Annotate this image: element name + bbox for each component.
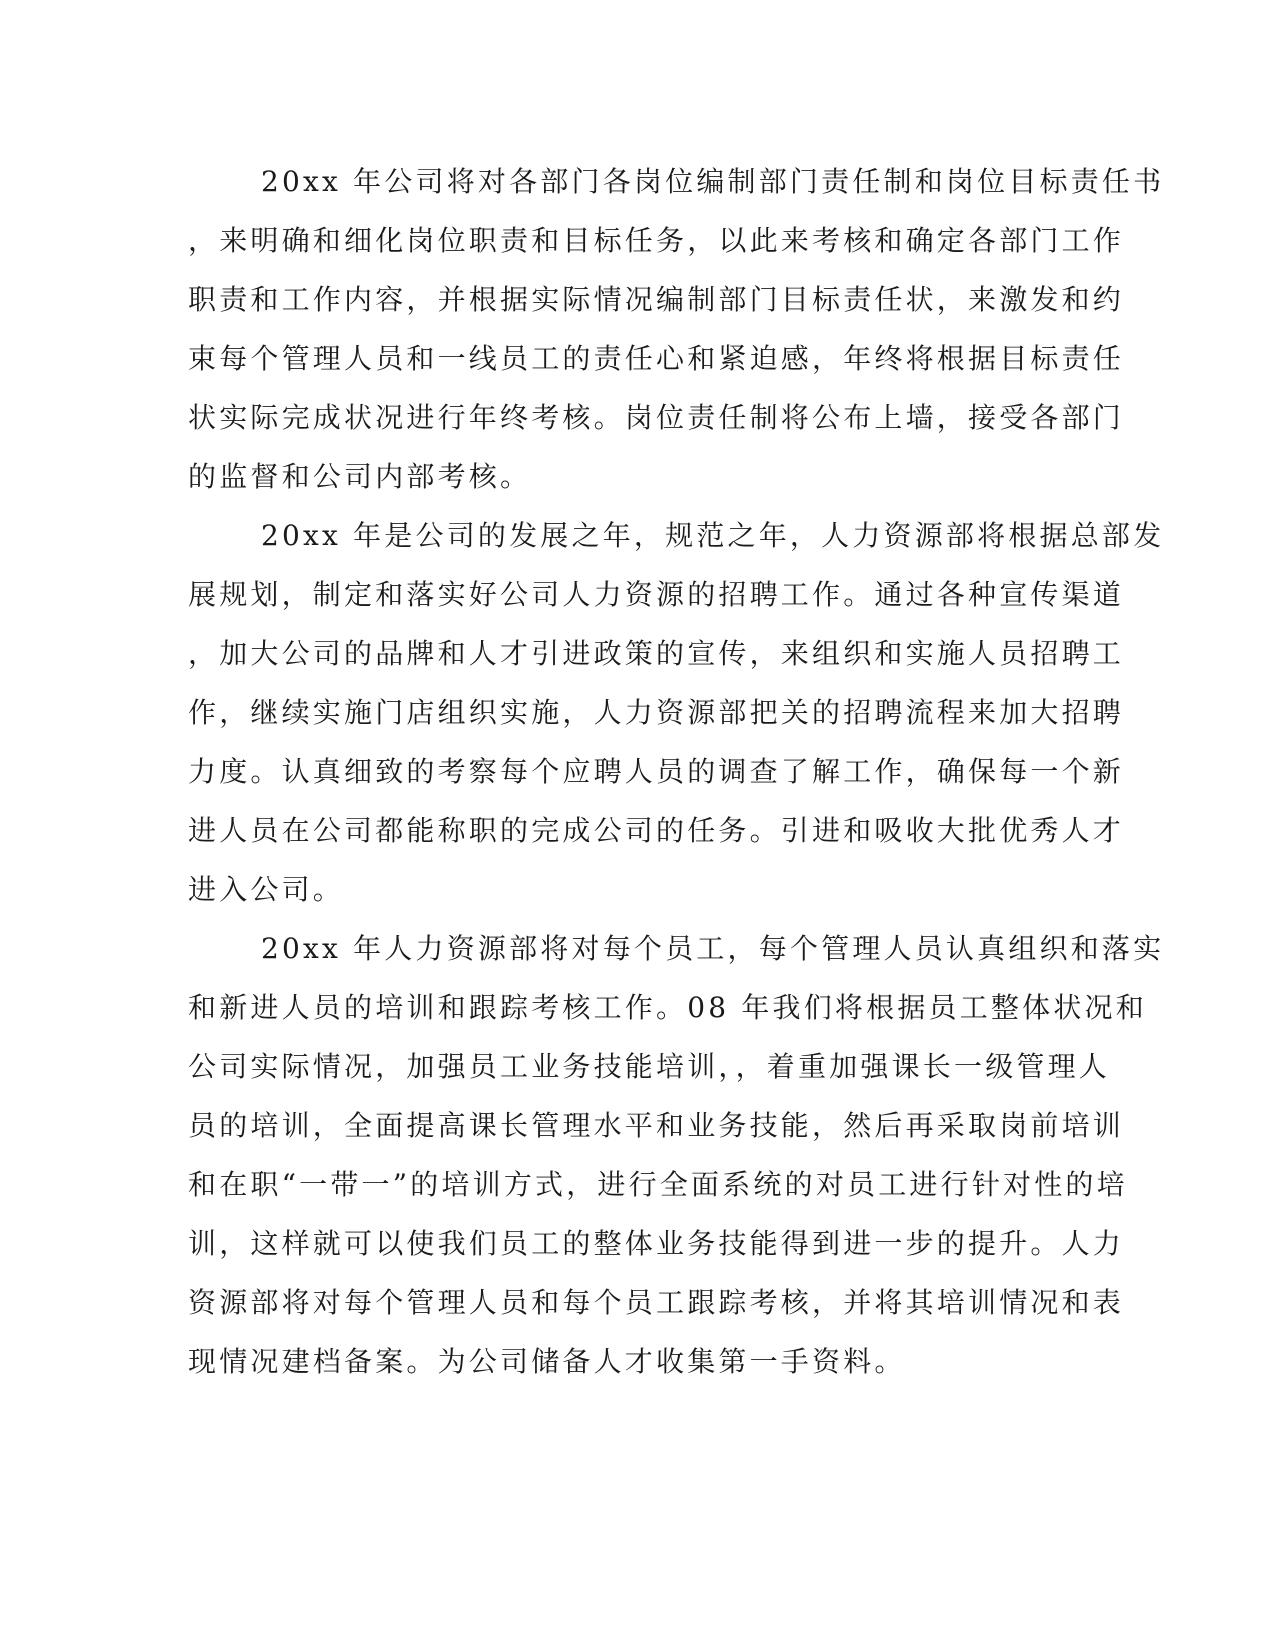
paragraph-2-line-2: 展规划，制定和落实好公司人力资源的招聘工作。通过各种宣传渠道 [188, 578, 1125, 611]
paragraph-3-line-7: 资源部将对每个管理人员和每个员工跟踪考核，并将其培训情况和表 [188, 1286, 1125, 1319]
paragraph-3-line-6: 训，这样就可以使我们员工的整体业务技能得到进一步的提升。人力 [188, 1227, 1125, 1260]
paragraph-2-line-3: ，加大公司的品牌和人才引进政策的宣传，来组织和实施人员招聘工 [188, 637, 1125, 670]
paragraph-1-line-2: ，来明确和细化岗位职责和目标任务，以此来考核和确定各部门工作 [188, 224, 1125, 257]
paragraph-2-line-4: 作，继续实施门店组织实施，人力资源部把关的招聘流程来加大招聘 [188, 696, 1125, 729]
paragraph-3-line-2: 和新进人员的培训和跟踪考核工作。08 年我们将根据员工整体状况和 [188, 991, 1147, 1024]
paragraph-1-line-5: 状实际完成状况进行年终考核。岗位责任制将公布上墙，接受各部门 [188, 401, 1125, 434]
paragraph-3-line-1: 20xx 年人力资源部将对每个员工，每个管理人员认真组织和落实 [261, 932, 1165, 965]
paragraph-3-line-4: 员的培训，全面提高课长管理水平和业务技能，然后再采取岗前培训 [188, 1109, 1125, 1142]
paragraph-3-line-5: 和在职“一带一”的培训方式，进行全面系统的对员工进行针对性的培 [188, 1168, 1128, 1201]
paragraph-1-line-3: 职责和工作内容，并根据实际情况编制部门目标责任状，来激发和约 [188, 283, 1125, 316]
paragraph-2-line-6: 进人员在公司都能称职的完成公司的任务。引进和吸收大批优秀人才 [188, 814, 1125, 847]
paragraph-2-line-1: 20xx 年是公司的发展之年，规范之年，人力资源部将根据总部发 [261, 519, 1165, 552]
paragraph-3-line-3: 公司实际情况，加强员工业务技能培训，，着重加强课长一级管理人 [188, 1050, 1111, 1083]
paragraph-1-line-6: 的监督和公司内部考核。 [188, 460, 532, 493]
paragraph-2-line-5: 力度。认真细致的考察每个应聘人员的调查了解工作，确保每一个新 [188, 755, 1125, 788]
paragraph-3-line-8: 现情况建档备案。为公司储备人才收集第一手资料。 [188, 1345, 906, 1378]
paragraph-1-line-1: 20xx 年公司将对各部门各岗位编制部门责任制和岗位目标责任书 [261, 165, 1165, 198]
paragraph-2-line-7: 进入公司。 [188, 873, 345, 906]
paragraph-1-line-4: 束每个管理人员和一线员工的责任心和紧迫感，年终将根据目标责任 [188, 342, 1125, 375]
